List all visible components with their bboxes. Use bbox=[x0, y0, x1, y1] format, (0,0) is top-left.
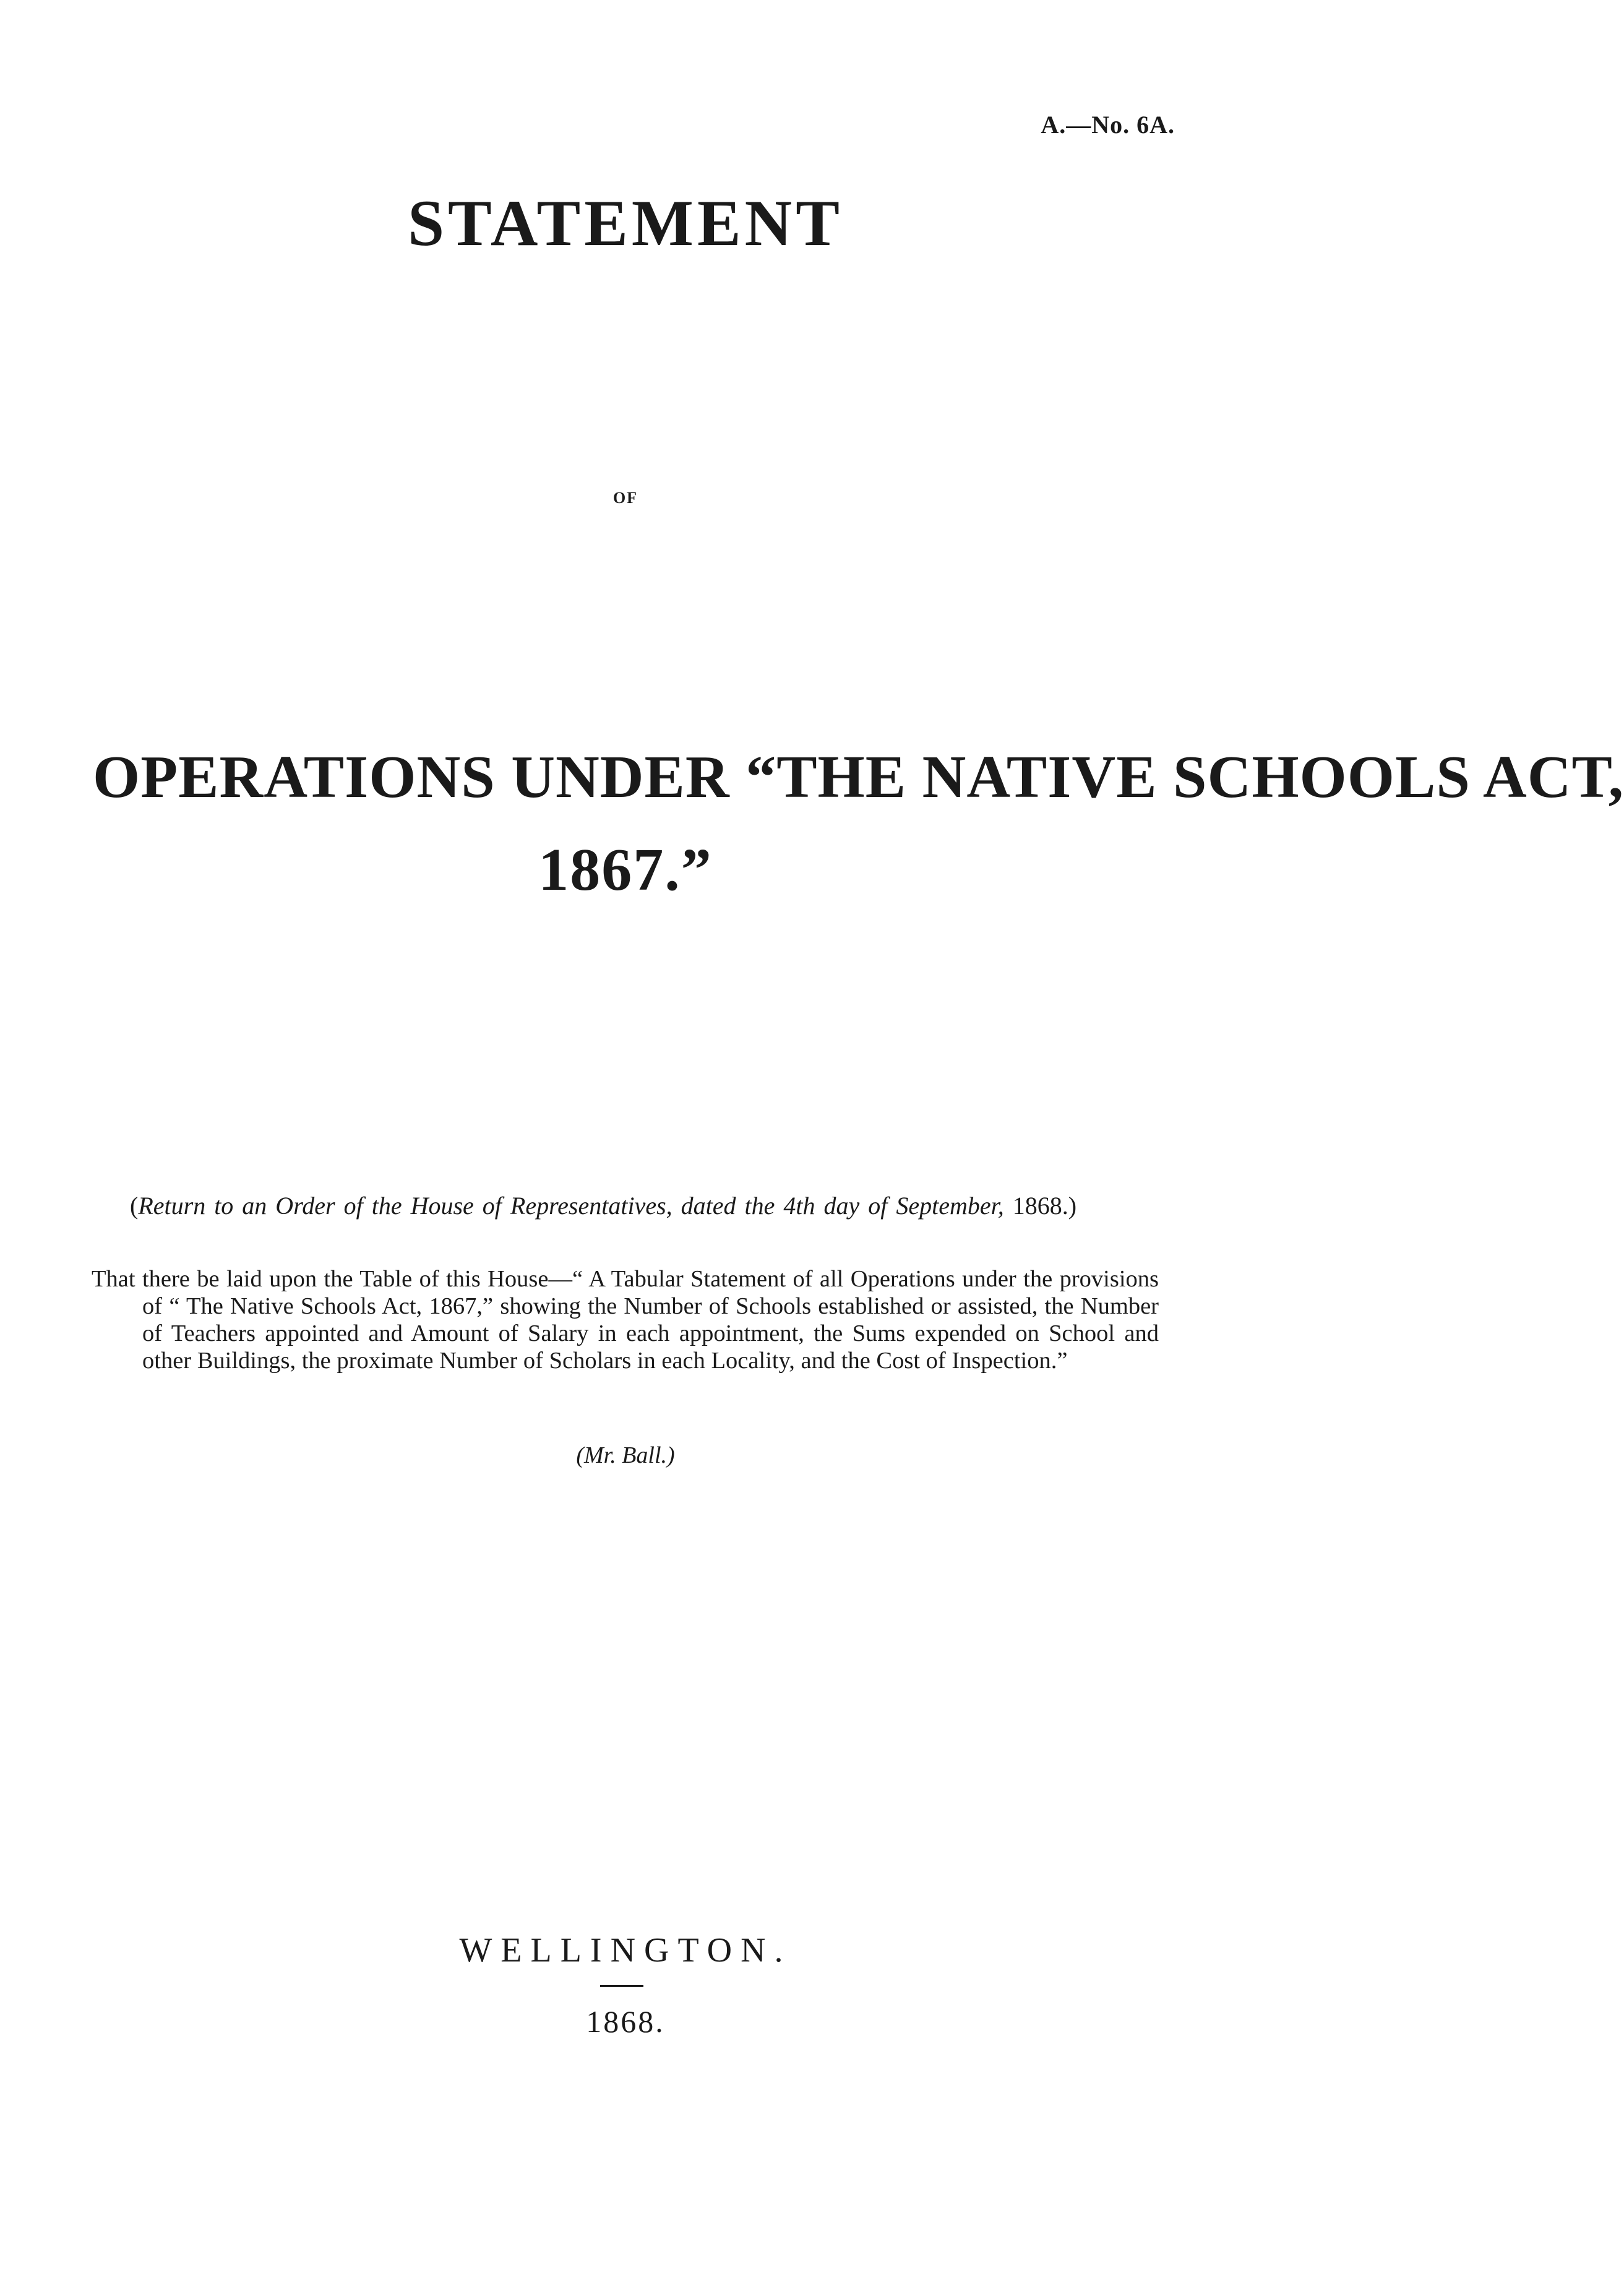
document-title: STATEMENT bbox=[408, 187, 843, 259]
return-year: 1868.) bbox=[1003, 1192, 1077, 1220]
motion-mover: (Mr. Ball.) bbox=[576, 1442, 675, 1468]
paper-reference-number: A.—No. 6A. bbox=[1041, 111, 1175, 139]
document-subject: OPERATIONS UNDER “THE NATIVE SCHOOLS ACT, bbox=[93, 744, 1624, 811]
document-subject-year: 1867.” bbox=[538, 837, 713, 903]
return-open-paren: ( bbox=[130, 1192, 139, 1220]
return-notice bbox=[130, 1191, 1169, 1220]
imprint-year: 1868. bbox=[586, 2004, 665, 2039]
imprint-place: WELLINGTON. bbox=[459, 1931, 792, 1970]
imprint-divider bbox=[600, 1985, 643, 1987]
title-connector: OF bbox=[612, 489, 638, 507]
motion-text: That there be laid upon the Table of this House—“ A Tabular Statement of all Operations under the provisions of “ The Native Schools Act, 1867,” showing the Number of Schools established or assisted, the Number of Teachers appointed and Amount of Salary in each appointment, the Sums expended on School and other Buildings, the proximate Number of Scholars in each Locality, and the Cost of Inspection.” bbox=[92, 1266, 1159, 1374]
return-order-text: Return to an Order of the House of Representatives, dated the 4th day of September, bbox=[138, 1192, 1004, 1220]
